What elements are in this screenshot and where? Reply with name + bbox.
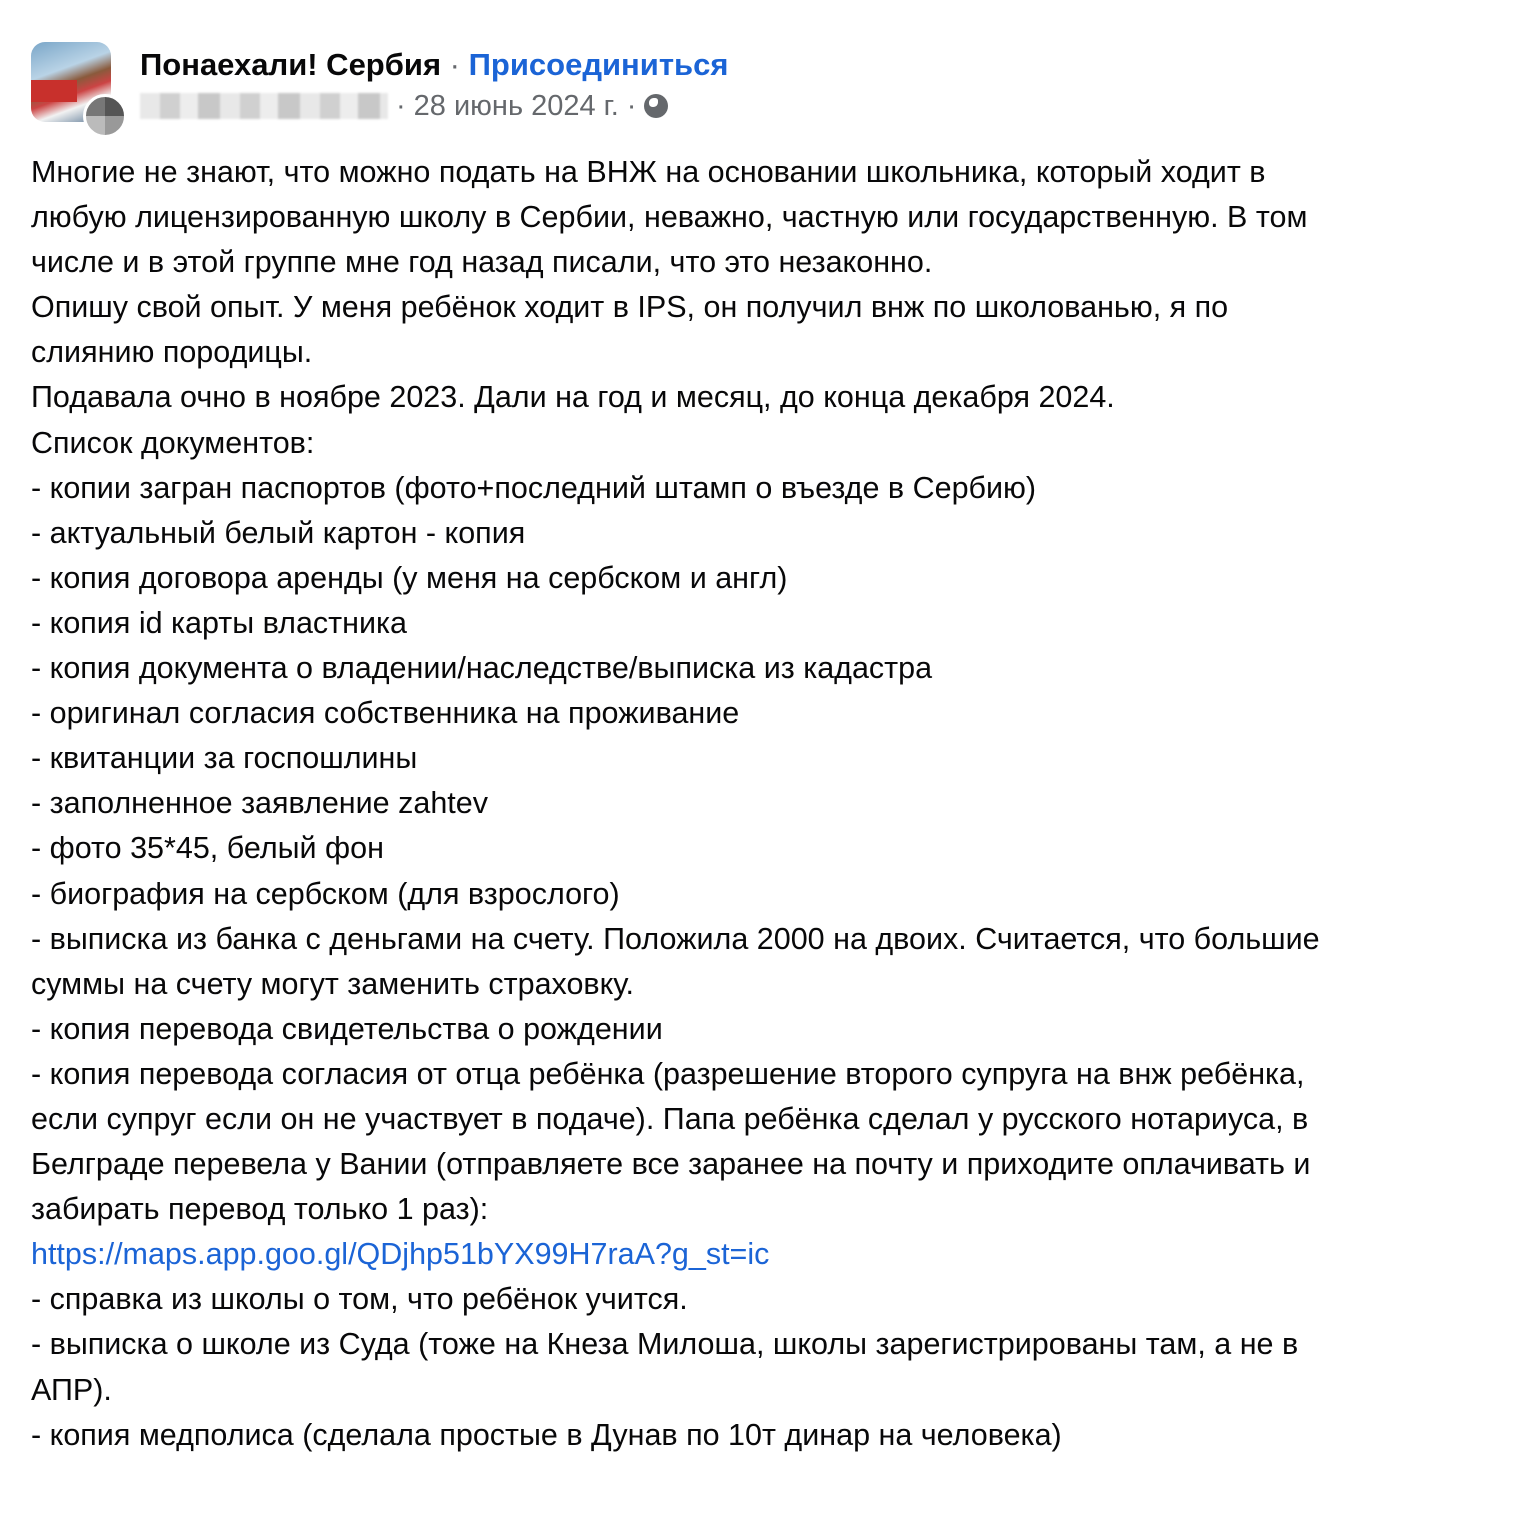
post-text-line: числе и в этой группе мне год назад писали, что это незаконно. [31, 245, 933, 280]
post-text-line: забирать перевод только 1 раз): [31, 1192, 489, 1227]
post-text-line: - копия перевода согласия от отца ребёнка (разрешение второго супруга на внж ребёнка, [31, 1056, 1305, 1091]
post-text-line: - копии загран паспортов (фото+последний штамп о въезде в Сербию) [31, 470, 1037, 505]
post-body [31, 150, 1320, 1458]
author-name-blurred[interactable] [140, 93, 388, 119]
globe-icon [644, 94, 668, 118]
separator: · [396, 90, 406, 122]
separator: · [449, 47, 460, 82]
join-group-button[interactable]: Присоединиться [468, 47, 729, 82]
post-header [140, 44, 728, 126]
post-text-line: - копия id карты властника [31, 605, 408, 640]
post-text-line: - заполненное заявление zahtev [31, 786, 488, 821]
post-text-line: - квитанции за госпошлины [31, 741, 418, 776]
post-text-line: если супруг если он не участвует в подаче). Папа ребёнка сделал у русского нотариуса, в [31, 1101, 1309, 1136]
post-text-line: слиянию породицы. [31, 335, 313, 370]
post-text-line: суммы на счету могут заменить страховку. [31, 966, 634, 1001]
post-avatar-group[interactable] [31, 42, 119, 130]
post-text-line: - биография на сербском (для взрослого) [31, 876, 620, 911]
group-name-link[interactable]: Понаехали! Сербия [140, 47, 442, 82]
maps-link[interactable]: https://maps.app.goo.gl/QDjhp51bYX99H7raA?g_st=ic [31, 1237, 770, 1272]
title-row [140, 44, 728, 86]
post-text-line: - актуальный белый картон - копия [31, 515, 526, 550]
post-text-line: - копия перевода свидетельства о рождении [31, 1011, 663, 1046]
post-text-line: - копия документа о владении/наследстве/выписка из кадастра [31, 651, 933, 686]
post-text-line: Список документов: [31, 425, 315, 460]
post-text-line: - оригинал согласия собственника на проживание [31, 696, 740, 731]
post-text-line: АПР). [31, 1372, 112, 1407]
post-text-line: - копия договора аренды (у меня на сербском и англ) [31, 560, 788, 595]
post-date-link[interactable]: 28 июнь 2024 г. [413, 90, 619, 122]
post-text-line: любую лицензированную школу в Сербии, неважно, частную или государственную. В том [31, 200, 1308, 235]
separator: · [626, 90, 637, 122]
meta-row [140, 86, 728, 126]
post-text-line: - выписка о школе из Суда (тоже на Кнеза Милоша, школы зарегистрированы там, а не в [31, 1327, 1299, 1362]
post-text-line: - фото 35*45, белый фон [31, 831, 384, 866]
author-avatar[interactable] [83, 94, 127, 138]
post-text-line: Опишу свой опыт. У меня ребёнок ходит в IPS, он получил внж по школованью, я по [31, 290, 1229, 325]
post-text-line: - справка из школы о том, что ребёнок учится. [31, 1282, 688, 1317]
post-text-line: Подавала очно в ноябре 2023. Дали на год и месяц, до конца декабря 2024. [31, 380, 1115, 415]
post-text-line: Белграде перевела у Вании (отправляете все заранее на почту и приходите оплачивать и [31, 1147, 1311, 1182]
post-text-line: - копия медполиса (сделала простые в Дунав по 10т динар на человека) [31, 1417, 1062, 1452]
post-text-line: - выписка из банка с деньгами на счету. Положила 2000 на двоих. Считается, что большие [31, 921, 1320, 956]
post-text-line: Многие не знают, что можно подать на ВНЖ на основании школьника, который ходит в [31, 155, 1266, 189]
